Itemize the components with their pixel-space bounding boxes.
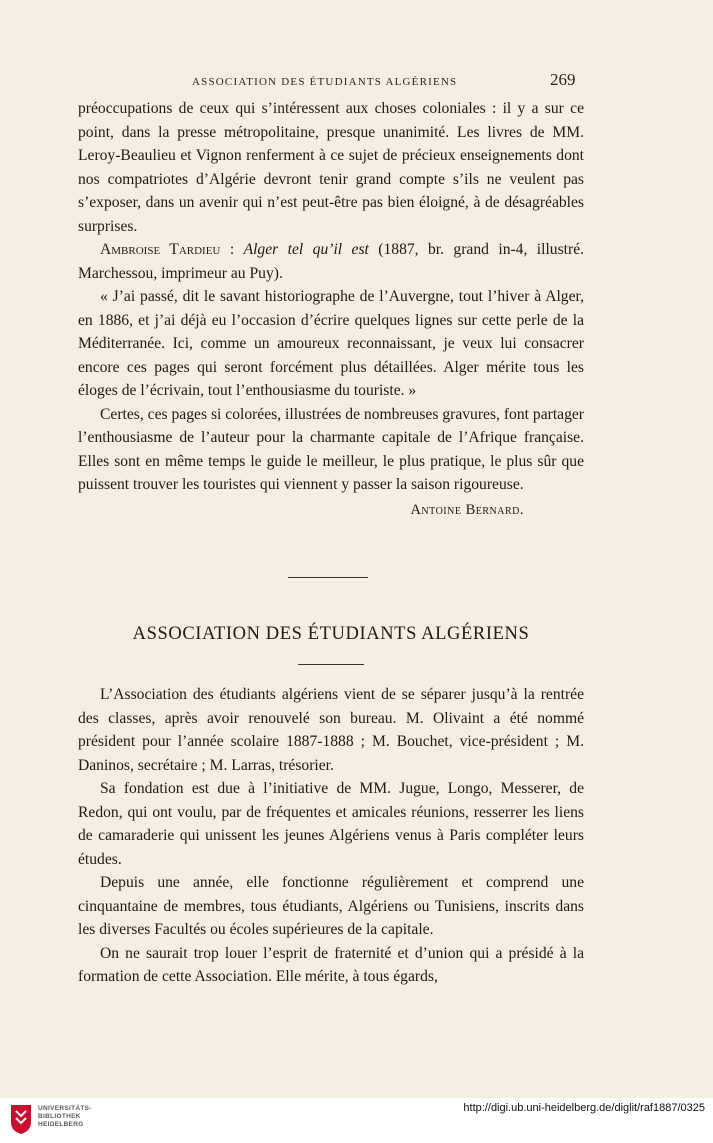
section-paragraph-4: On ne saurait trop louer l’esprit de fraternité et d’union qui a présidé à la formation de cette Association. Elle mérite, à tous égards, — [78, 944, 584, 985]
citation-title: Alger tel qu’il est — [243, 241, 369, 258]
section-paragraph-2: Sa fondation est due à l’initiative de MM. Jugue, Longo, Messerer, de Redon, qui ont voulu, par de fréquentes et amicales réunions, resserrer les liens de camaraderie qui unissent les jeunes Algériens venus à Paris compléter leurs études. — [78, 780, 584, 868]
section-paragraph-1: L’Association des étudiants algériens vient de se séparer jusqu’à la rentrée des classes, après avoir renouvelé son bureau. M. Olivaint a été nommé président pour l’année scolaire 1887-1888 ; M. Bouchet, vice-président ; M. Daninos, secrétaire ; M. Larras, trésorier. — [78, 686, 584, 774]
digitization-footer — [0, 1098, 713, 1143]
section-divider — [288, 577, 368, 578]
running-title: ASSOCIATION DES ÉTUDIANTS ALGÉRIENS — [192, 76, 458, 88]
section-text-block — [78, 683, 584, 989]
heidelberg-library-logo-icon — [8, 1102, 34, 1136]
page-number: 269 — [550, 70, 576, 89]
review-text-block — [78, 97, 584, 522]
citation-separator: : — [220, 241, 244, 258]
review-paragraph-2: Certes, ces pages si colorées, illustrées de nombreuses gravures, font partager l’enthousiasme de l’auteur pour la charmante capitale de l’Afrique française. Elles sont en même temps le guide le meilleur, le plus pratique, le plus sûr que puissent trouver les touristes qui viennent y passer la saison rigoureuse. — [78, 405, 584, 493]
section-paragraph-3: Depuis une année, elle fonctionne régulièrement et comprend une cinquantaine de membres, tous étudiants, Algériens ou Tunisiens, inscrits dans les diverses Facultés ou écoles supérieures de la capitale. — [78, 874, 584, 938]
review-quote: « J’ai passé, dit le savant historiographe de l’Auvergne, tout l’hiver à Alger, en 1886, et j’ai déjà eu l’occasion d’écrire quelques lignes sur cette perle de la Méditerranée. Ici, comme un amoureux reconnaissant, je veux lui consacrer encore ces pages qui seront forcément plus détaillées. Alger mérite tous les éloges de l’écrivain, tout l’enthousiasme du touriste. » — [78, 288, 584, 399]
source-url-link[interactable]: http://digi.ub.uni-heidelberg.de/diglit/raf1887/0325 — [463, 1102, 705, 1114]
book-citation — [78, 238, 584, 285]
library-name — [38, 1105, 92, 1129]
library-name-line-3: HEIDELBERG — [38, 1121, 84, 1128]
section-title: ASSOCIATION DES ÉTUDIANTS ALGÉRIENS — [132, 624, 530, 644]
library-name-line-1: UNIVERSITÄTS- — [38, 1105, 92, 1112]
review-paragraph-1: préoccupations de ceux qui s’intéressent aux choses coloniales : il y a sur ce point, dans la presse métropolitaine, presque unanimité. Les livres de MM. Leroy-Beaulieu et Vignon renferment à ce sujet de précieux enseignements dont nos compatriotes d’Algérie devront tenir grand compte s’ils ne veulent pas s’exposer, dans un avenir qui n’est peut-être pas bien éloigné, à de désagréables surprises. — [78, 100, 584, 235]
review-signature: Antoine Bernard. — [410, 501, 524, 518]
library-name-line-2: BIBLIOTHEK — [38, 1113, 81, 1120]
citation-details: (1887, br. grand in-4, illustré. Marchessou, imprimeur au Puy). — [78, 241, 585, 282]
title-underline — [298, 664, 364, 665]
citation-author: Ambroise Tardieu — [100, 241, 221, 258]
